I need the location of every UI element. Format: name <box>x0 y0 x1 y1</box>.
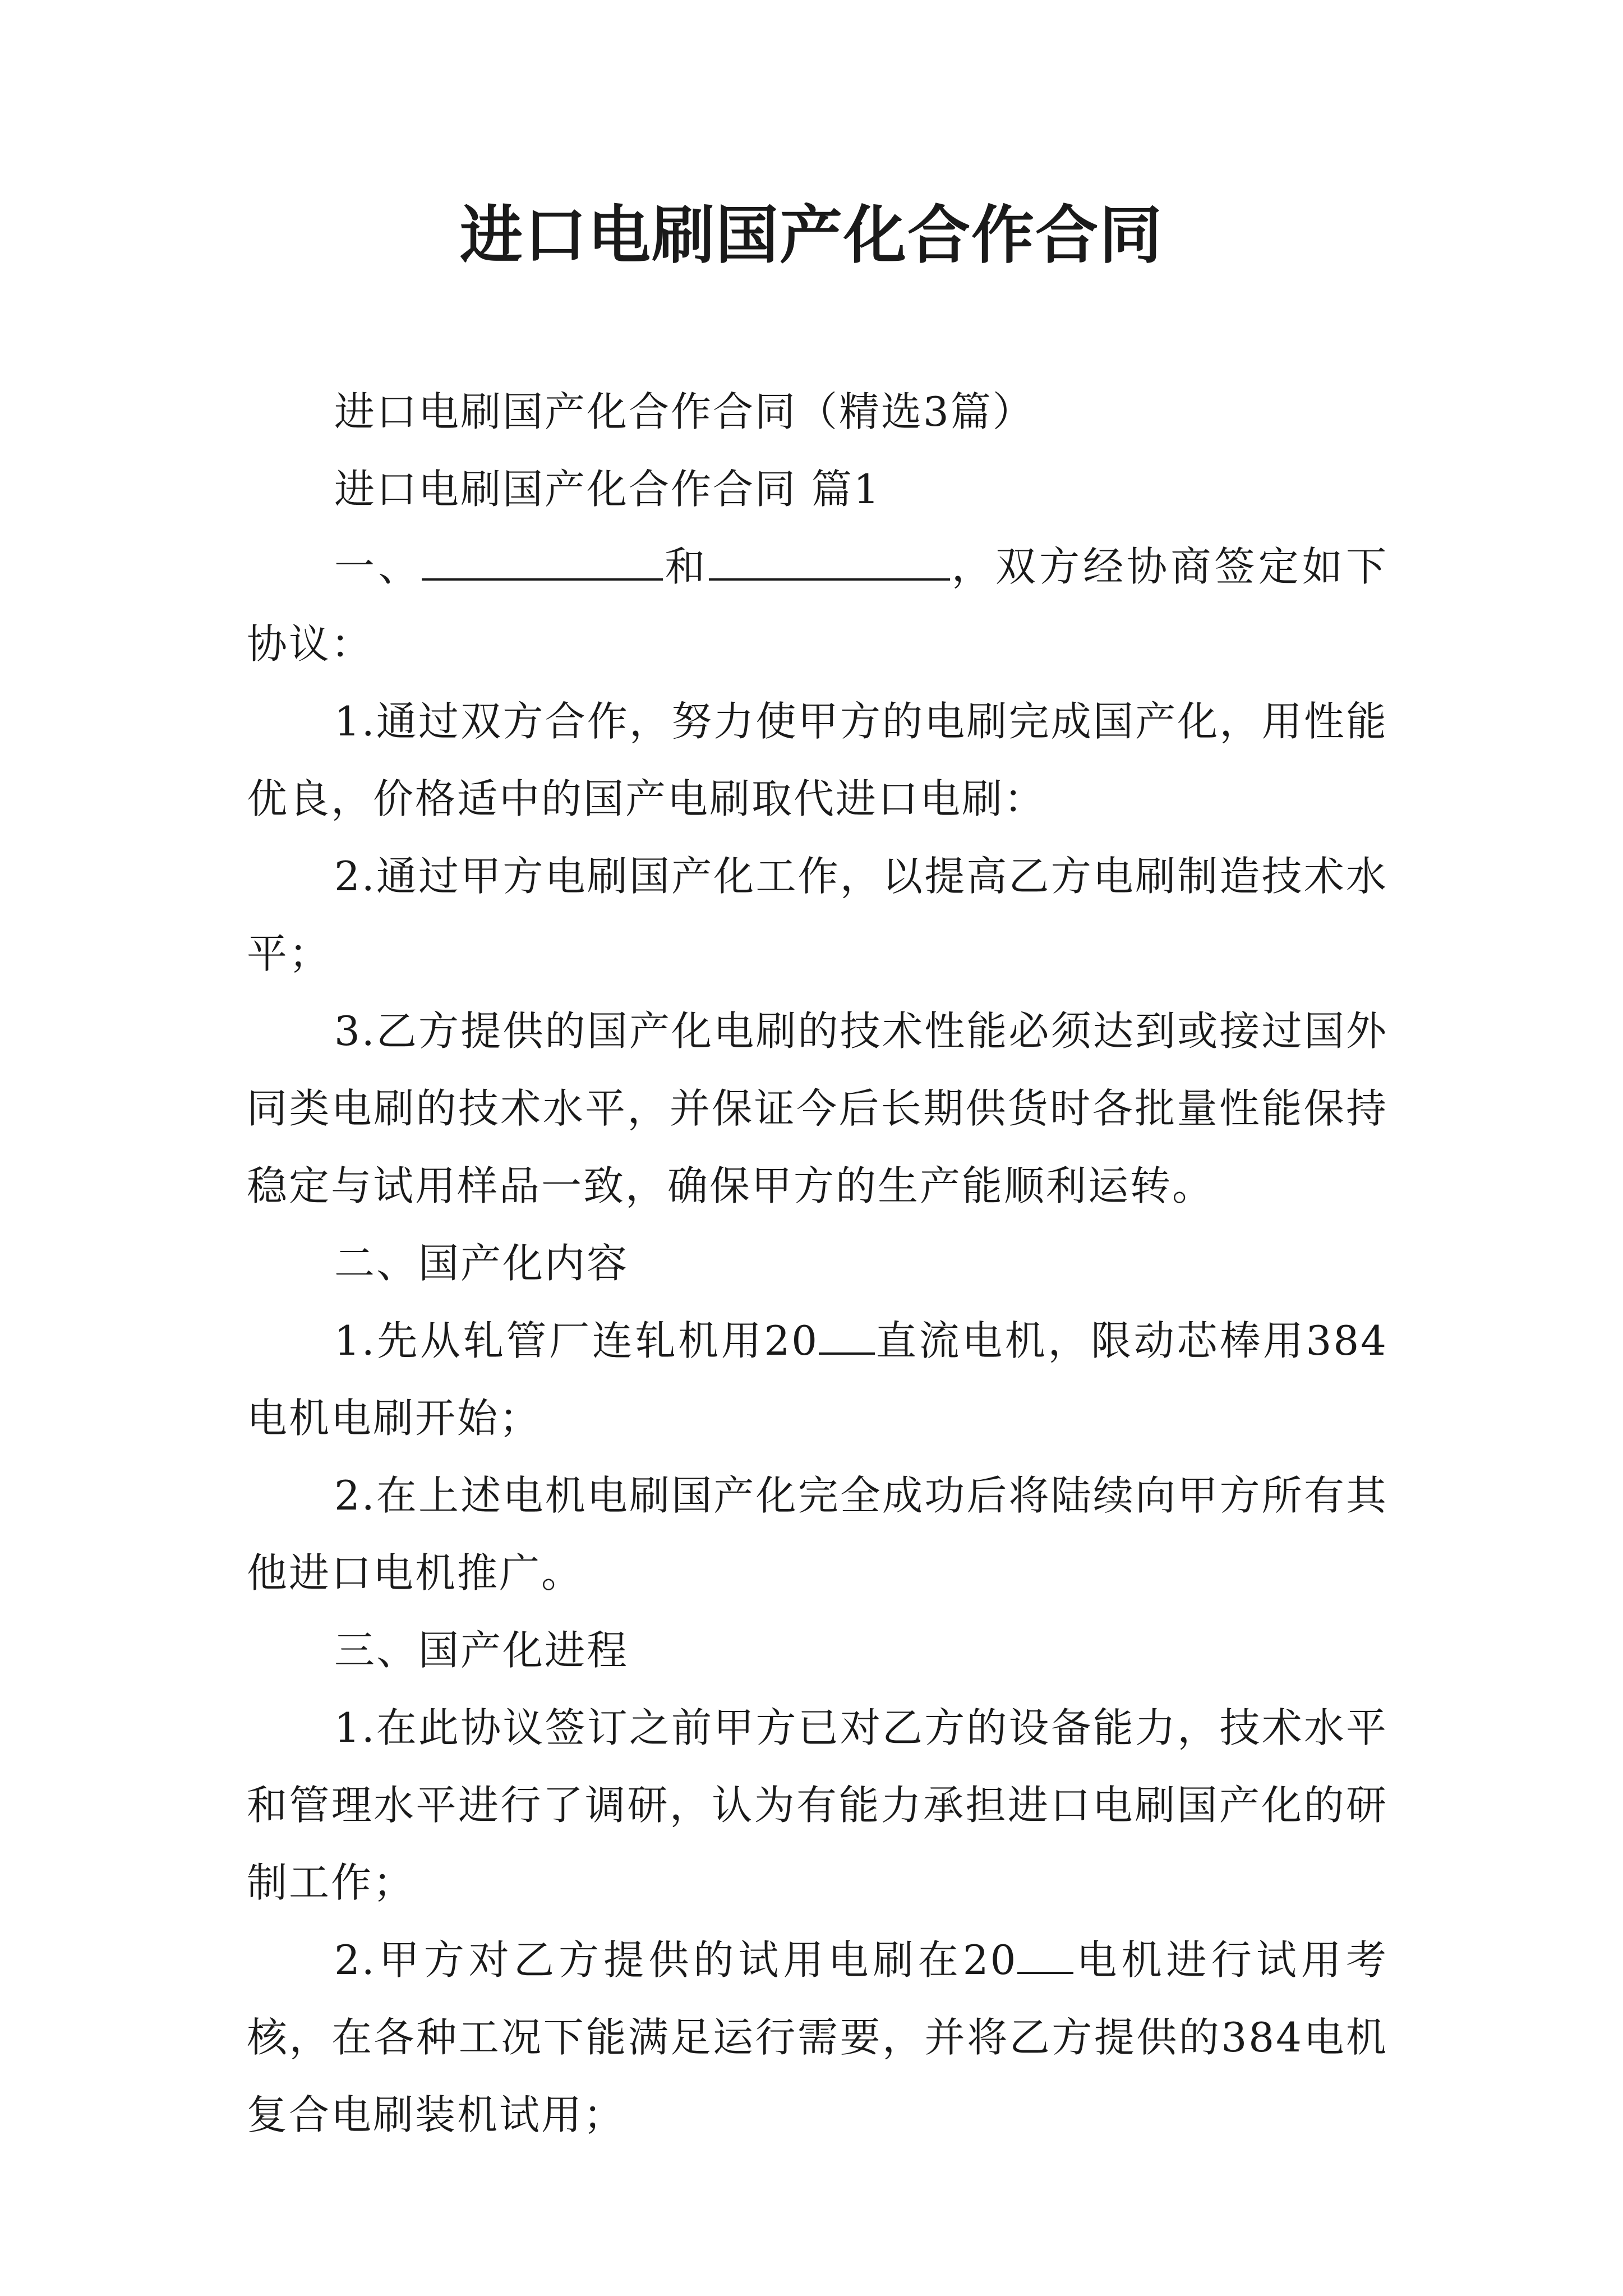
intro-paragraph <box>247 528 1388 683</box>
clause-2-1 <box>247 1302 1388 1457</box>
model-blank-2 <box>1017 1938 1073 1974</box>
clause-1-3: 3.乙方提供的国产化电刷的技术性能必须达到或接过国外同类电刷的技术水平，并保证今后长期供货时各批量性能保持稳定与试用样品一致，确保甲方的生产能顺利运转。 <box>247 1007 1388 1209</box>
party-a-blank <box>422 545 663 581</box>
clause-1-1: 1.通过双方合作，努力使甲方的电刷完成国产化，用性能优良，价格适中的国产电刷取代进口电刷： <box>247 698 1388 822</box>
clause-3-2-before: 2.甲方对乙方提供的试用电刷在20 <box>334 1936 1018 1984</box>
section-heading-2: 二、国产化内容 <box>334 1240 629 1287</box>
clause-3-2-after: 电机进行试用考核，在各种工况下能满足运行需要，并将乙方提供的384电机复合电刷装机试用； <box>247 1936 1388 2138</box>
section-heading-3: 三、国产化进程 <box>334 1627 629 1674</box>
intro-conj: 和 <box>663 543 709 590</box>
clause-2-1-before: 1.先从轧管厂连轧机用20 <box>334 1317 819 1364</box>
clause-3-2 <box>247 1921 1388 2154</box>
intro-prefix: 一、 <box>334 543 422 590</box>
clause-2-2: 2.在上述电机电刷国产化完全成功后将陆续向甲方所有其他进口电机推广。 <box>247 1472 1388 1596</box>
document-title: 进口电刷国产化合作合同 <box>460 199 1163 272</box>
part-heading: 进口电刷国产化合作合同 篇1 <box>334 466 881 513</box>
subtitle: 进口电刷国产化合作合同（精选3篇） <box>334 388 1035 435</box>
clause-1-2: 2.通过甲方电刷国产化工作，以提高乙方电刷制造技术水平； <box>247 853 1388 977</box>
clause-2-1-after: 直流电机，限动芯棒用384电机电刷开始； <box>247 1317 1388 1442</box>
intro-suffix: ，双方经协商签定如下协议： <box>247 543 1388 668</box>
party-b-blank <box>709 545 950 581</box>
clause-3-1: 1.在此协议签订之前甲方已对乙方的设备能力，技术水平和管理水平进行了调研，认为有能力承担进口电刷国产化的研制工作； <box>247 1704 1388 1906</box>
model-blank-1 <box>819 1319 875 1355</box>
document-body <box>247 373 1388 2154</box>
